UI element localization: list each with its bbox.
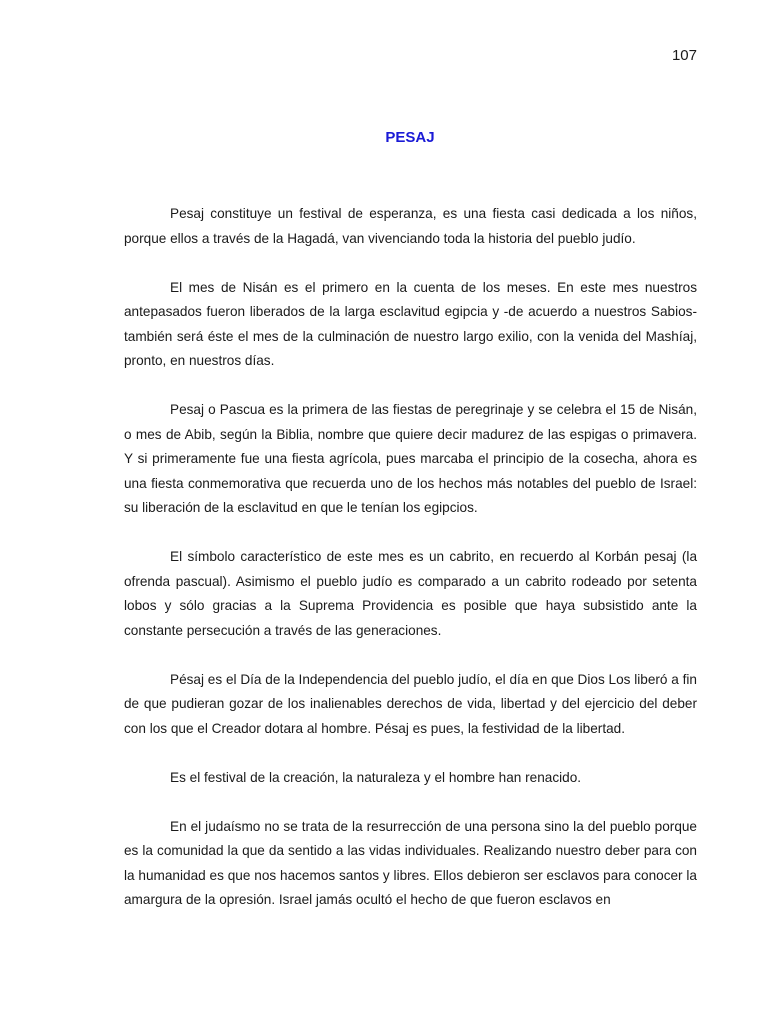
paragraph-5: Pésaj es el Día de la Independencia del pueblo judío, el día en que Dios Los liberó a fin de que pudieran gozar de los inalienables derechos de vida, libertad y del ejercicio del deber con los que el Creador dotara al hombre. Pésaj es pues, la festividad de la libertad. bbox=[124, 671, 697, 736]
body-text bbox=[124, 202, 697, 937]
paragraph-6: Es el festival de la creación, la naturaleza y el hombre han renacido. bbox=[170, 769, 582, 785]
page-title: PESAJ bbox=[385, 129, 435, 146]
paragraph-7: En el judaísmo no se trata de la resurrección de una persona sino la del pueblo porque es la comunidad la que da sentido a las vidas individuales. Realizando nuestro deber para con la humanidad es que nos hacemos santos y libres. Ellos debieron ser esclavos para conocer la amargura de la opresión. Israel jamás ocultó el hecho de que fueron esclavos en bbox=[124, 818, 697, 907]
paragraph-2: El mes de Nisán es el primero en la cuenta de los meses. En este mes nuestros antepasados fueron liberados de la larga esclavitud egipcia y -de acuerdo a nuestros Sabios- también será éste el mes de la culminación de nuestro largo exilio, con la venida del Mashíaj, pronto, en nuestros días. bbox=[124, 279, 697, 368]
paragraph-4: El símbolo característico de este mes es un cabrito, en recuerdo al Korbán pesaj (la ofrenda pascual). Asimismo el pueblo judío es comparado a un cabrito rodeado por setenta lobos y sólo gracias a la Suprema Providencia es posible que haya subsistido ante la constante persecución a través de las generaciones. bbox=[124, 549, 697, 638]
page-number: 107 bbox=[671, 47, 697, 64]
paragraph-1: Pesaj constituye un festival de esperanza, es una fiesta casi dedicada a los niños, porque ellos a través de la Hagadá, van vivenciando toda la historia del pueblo judío. bbox=[124, 206, 697, 246]
paragraph-3: Pesaj o Pascua es la primera de las fiestas de peregrinaje y se celebra el 15 de Nisán, o mes de Abib, según la Biblia, nombre que quiere decir madurez de las espigas o primavera. Y si primeramente fue una fiesta agrícola, pues marcaba el principio de la cosecha, ahora es una fiesta conmemorativa que recuerda uno de los hechos más notables del pueblo de Israel: su liberación de la esclavitud en que le tenían los egipcios. bbox=[124, 402, 697, 515]
